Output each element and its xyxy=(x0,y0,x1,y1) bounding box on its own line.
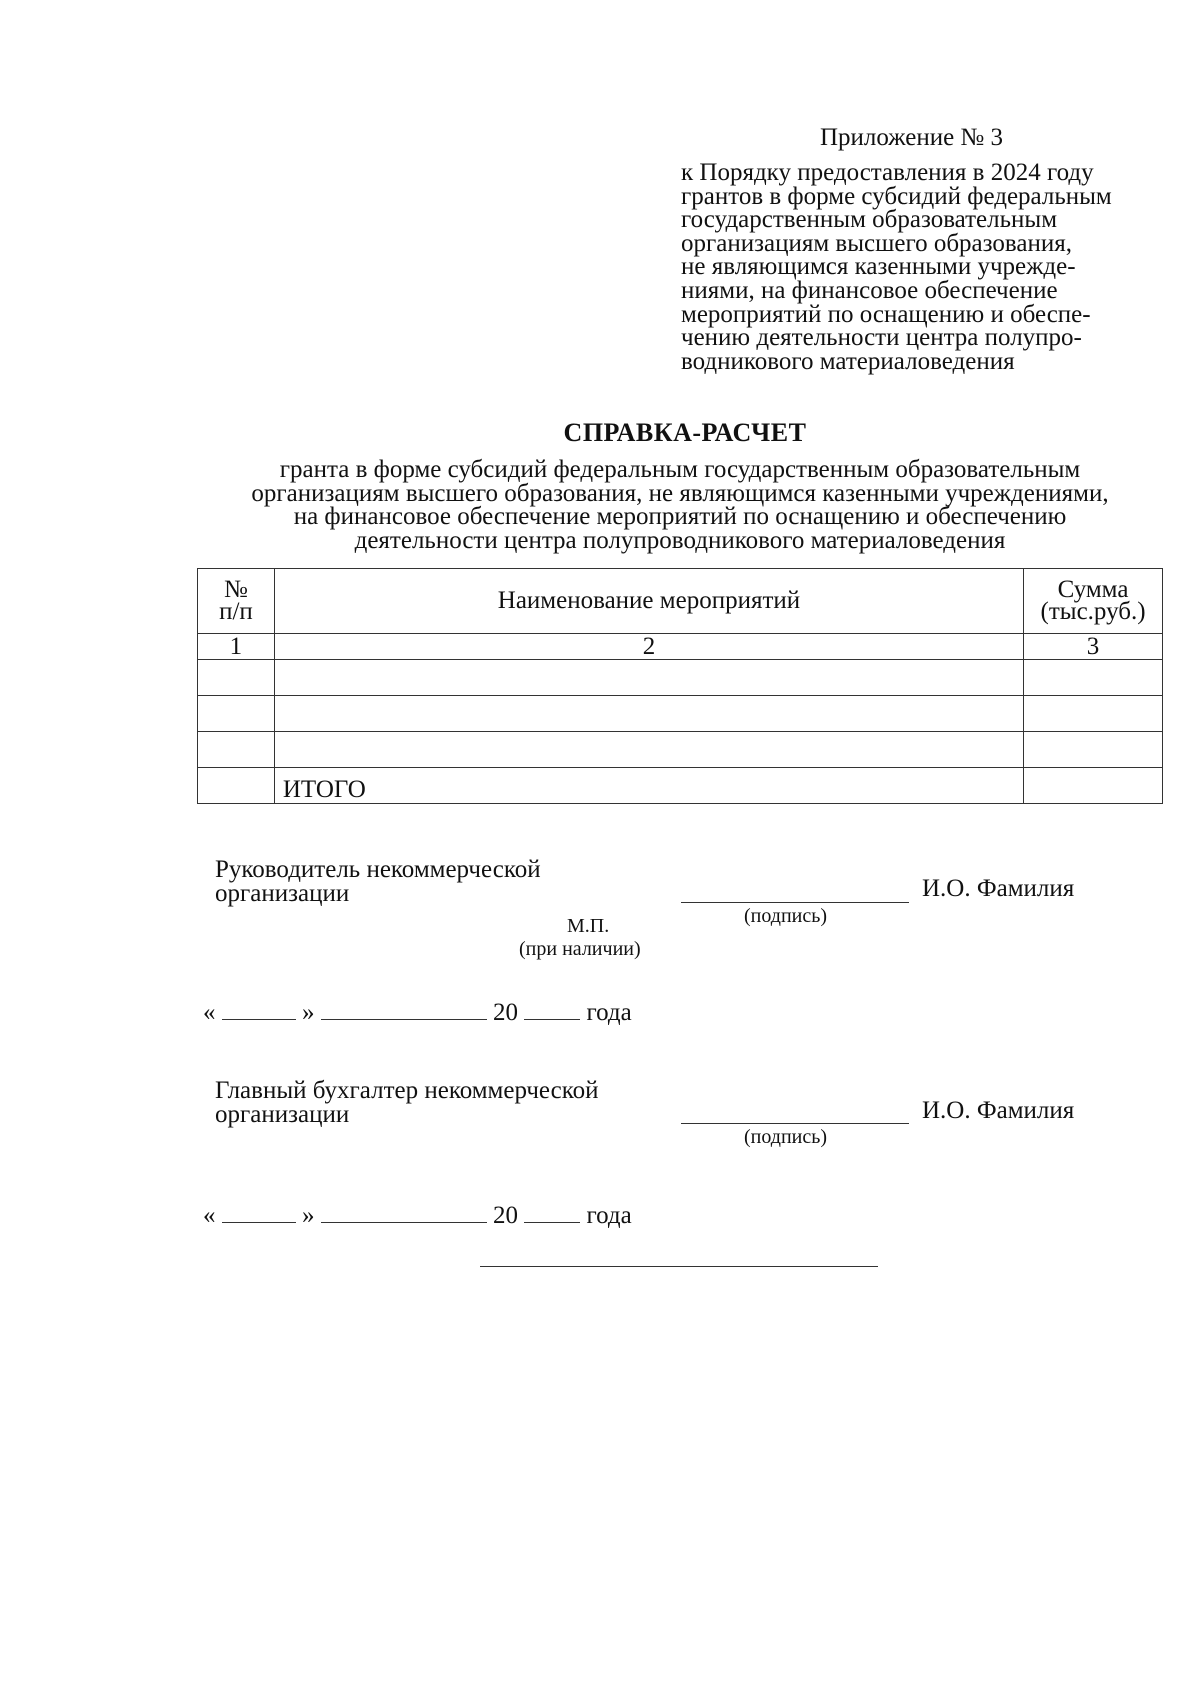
column-number-row xyxy=(198,634,1163,660)
day-blank[interactable] xyxy=(222,1001,296,1020)
table-header-row xyxy=(198,569,1163,634)
column-number-3: 3 xyxy=(1024,634,1163,660)
annex-line: грантов в форме субсидий федеральным xyxy=(681,182,1112,210)
header-number-sign: № xyxy=(223,576,248,603)
month-blank[interactable] xyxy=(321,1001,487,1020)
month-blank[interactable] xyxy=(321,1204,487,1223)
total-number-cell xyxy=(198,768,275,804)
year-blank[interactable] xyxy=(524,1204,580,1223)
header-sum-unit: (тыс.руб.) xyxy=(1040,598,1146,625)
header-number-label: п/п xyxy=(219,598,253,625)
accountant-signature-caption: (подпись) xyxy=(744,1126,828,1148)
subtitle-line: деятельности центра полупроводникового материаловедения xyxy=(354,526,1006,554)
year-prefix: 20 xyxy=(493,999,518,1026)
header-number-cell xyxy=(198,569,275,634)
header-name-cell xyxy=(274,569,1023,634)
annex-line: мероприятий по оснащению и обеспе- xyxy=(681,300,1091,328)
head-date-line xyxy=(203,998,632,1028)
row-sum-cell[interactable] xyxy=(1024,732,1163,768)
accountant-signature-line[interactable] xyxy=(681,1123,909,1124)
table-row xyxy=(198,696,1163,732)
calculation-table xyxy=(197,568,1163,804)
document-title: СПРАВКА-РАСЧЕТ xyxy=(563,418,807,447)
total-row xyxy=(198,768,1163,804)
column-number-2: 2 xyxy=(274,634,1023,660)
year-blank[interactable] xyxy=(524,1001,580,1020)
annex-line: чению деятельности центра полупро- xyxy=(681,324,1082,352)
accountant-name: И.О. Фамилия xyxy=(922,1097,1075,1124)
total-label: ИТОГО xyxy=(274,768,1023,804)
row-name-cell[interactable] xyxy=(274,660,1023,696)
year-suffix: года xyxy=(586,1202,632,1229)
annex-reference xyxy=(681,161,1181,373)
table-row xyxy=(198,660,1163,696)
row-name-cell[interactable] xyxy=(274,732,1023,768)
day-blank[interactable] xyxy=(222,1204,296,1223)
accountant-date-line xyxy=(203,1201,632,1231)
row-sum-cell[interactable] xyxy=(1024,660,1163,696)
table-row xyxy=(198,732,1163,768)
head-name: И.О. Фамилия xyxy=(922,875,1075,902)
header-sum-cell xyxy=(1024,569,1163,634)
header-sum-label: Сумма xyxy=(1057,576,1129,603)
year-suffix: года xyxy=(586,999,632,1026)
row-number-cell[interactable] xyxy=(198,660,275,696)
subtitle-line: на финансовое обеспечение мероприятий по оснащению и обеспечению xyxy=(293,503,1067,530)
open-quote: « xyxy=(203,1202,216,1229)
stamp-note: (при наличии) xyxy=(519,938,641,960)
document-subtitle xyxy=(190,458,1170,552)
accountant-role-line1: Главный бухгалтер некоммерческой xyxy=(215,1077,599,1104)
header-name-label: Наименование мероприятий xyxy=(497,587,801,614)
subtitle-line: организациям высшего образования, не являющимся казенными учреждениями, xyxy=(251,479,1109,507)
annex-line: к Порядку предоставления в 2024 году xyxy=(681,159,1094,186)
head-signature-line[interactable] xyxy=(681,902,909,903)
open-quote: « xyxy=(203,999,216,1026)
annex-line: не являющимся казенными учрежде- xyxy=(681,253,1076,281)
annex-title: Приложение № 3 xyxy=(820,124,1004,151)
close-quote: » xyxy=(302,1202,315,1229)
row-name-cell[interactable] xyxy=(274,696,1023,732)
annex-line: организациям высшего образования, xyxy=(681,229,1072,257)
total-sum-cell[interactable] xyxy=(1024,768,1163,804)
annex-line: ниями, на финансовое обеспечение xyxy=(681,276,1058,304)
year-prefix: 20 xyxy=(493,1202,518,1229)
close-quote: » xyxy=(302,999,315,1026)
subtitle-line: гранта в форме субсидий федеральным государственным образовательным xyxy=(279,456,1081,483)
annex-line: водникового материаловедения xyxy=(681,347,1015,375)
head-signature-caption: (подпись) xyxy=(744,905,828,927)
stamp-label: М.П. xyxy=(567,915,610,937)
head-role-line1: Руководитель некоммерческой xyxy=(215,856,541,883)
row-number-cell[interactable] xyxy=(198,732,275,768)
row-number-cell[interactable] xyxy=(198,696,275,732)
closing-separator xyxy=(480,1266,878,1267)
column-number-1: 1 xyxy=(198,634,275,660)
annex-line: государственным образовательным xyxy=(681,206,1058,234)
accountant-role-line2: организации xyxy=(215,1101,350,1128)
head-role-line2: организации xyxy=(215,880,350,907)
row-sum-cell[interactable] xyxy=(1024,696,1163,732)
